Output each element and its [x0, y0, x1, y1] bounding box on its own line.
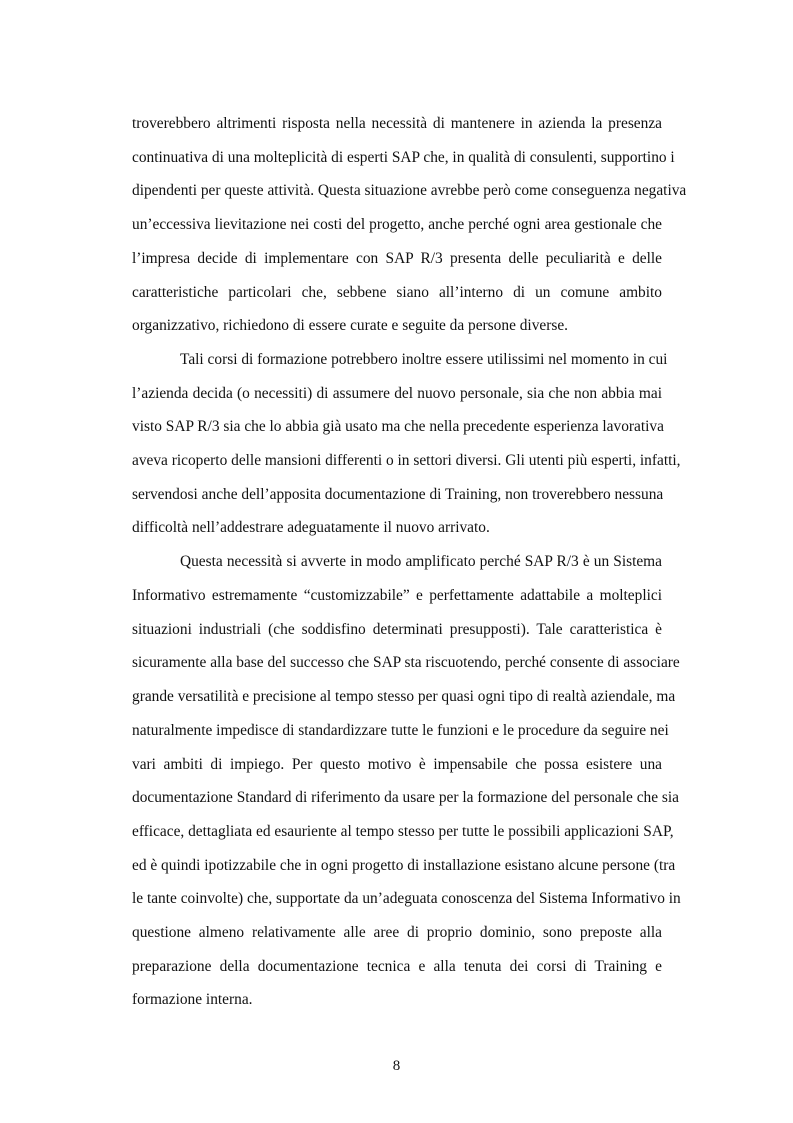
text-line: efficace, dettagliata ed esauriente al tempo stesso per tutte le possibili applicazioni SAP, — [132, 823, 674, 840]
text-line: vari ambiti di impiego. Per questo motivo è impensabile che possa esistere una — [132, 756, 662, 773]
text-line: questione almeno relativamente alle aree di proprio dominio, sono preposte alla — [132, 924, 662, 941]
text-line: aveva ricoperto delle mansioni differenti o in settori diversi. Gli utenti più esperti, infatti, — [132, 452, 681, 469]
text-line: ed è quindi ipotizzabile che in ogni progetto di installazione esistano alcune persone (tra — [132, 857, 676, 874]
text-line: caratteristiche particolari che, sebbene siano all’interno di un comune ambito — [132, 284, 662, 301]
text-line: situazioni industriali (che soddisfino determinati presupposti). Tale caratteristica è — [132, 621, 662, 638]
text-line: l’azienda decida (o necessiti) di assumere del nuovo personale, sia che non abbia mai — [132, 385, 662, 402]
text-line: Questa necessità si avverte in modo amplificato perché SAP R/3 è un Sistema — [180, 553, 662, 570]
text-line: organizzativo, richiedono di essere curate e seguite da persone diverse. — [132, 317, 569, 334]
text-line: formazione interna. — [132, 991, 253, 1008]
text-line: continuativa di una molteplicità di esperti SAP che, in qualità di consulenti, supportino i — [132, 149, 675, 166]
text-line: grande versatilità e precisione al tempo stesso per quasi ogni tipo di realtà aziendale, ma — [132, 688, 676, 705]
text-line: un’eccessiva lievitazione nei costi del progetto, anche perché ogni area gestionale che — [132, 216, 662, 233]
text-line: Tali corsi di formazione potrebbero inoltre essere utilissimi nel momento in cui — [180, 351, 668, 368]
page-number: 8 — [392, 1058, 401, 1074]
text-line: visto SAP R/3 sia che lo abbia già usato ma che nella precedente esperienza lavorativa — [132, 418, 664, 435]
text-line: preparazione della documentazione tecnica e alla tenuta dei corsi di Training e — [132, 958, 662, 975]
text-line: dipendenti per queste attività. Questa situazione avrebbe però come conseguenza negativa — [132, 182, 687, 199]
text-line: difficoltà nell’addestrare adeguatamente il nuovo arrivato. — [132, 519, 490, 536]
text-line: le tante coinvolte) che, supportate da un’adeguata conoscenza del Sistema Informativo in — [132, 890, 681, 907]
text-line: documentazione Standard di riferimento da usare per la formazione del personale che sia — [132, 789, 679, 806]
text-line: sicuramente alla base del successo che SAP sta riscuotendo, perché consente di associare — [132, 654, 680, 671]
text-line: Informativo estremamente “customizzabile” e perfettamente adattabile a molteplici — [132, 587, 662, 604]
text-line: servendosi anche dell’apposita documentazione di Training, non troverebbero nessuna — [132, 486, 664, 503]
text-line: naturalmente impedisce di standardizzare tutte le funzioni e le procedure da seguire nei — [132, 722, 669, 739]
text-line: troverebbero altrimenti risposta nella necessità di mantenere in azienda la presenza — [132, 115, 662, 132]
text-line: l’impresa decide di implementare con SAP R/3 presenta delle peculiarità e delle — [132, 250, 662, 267]
